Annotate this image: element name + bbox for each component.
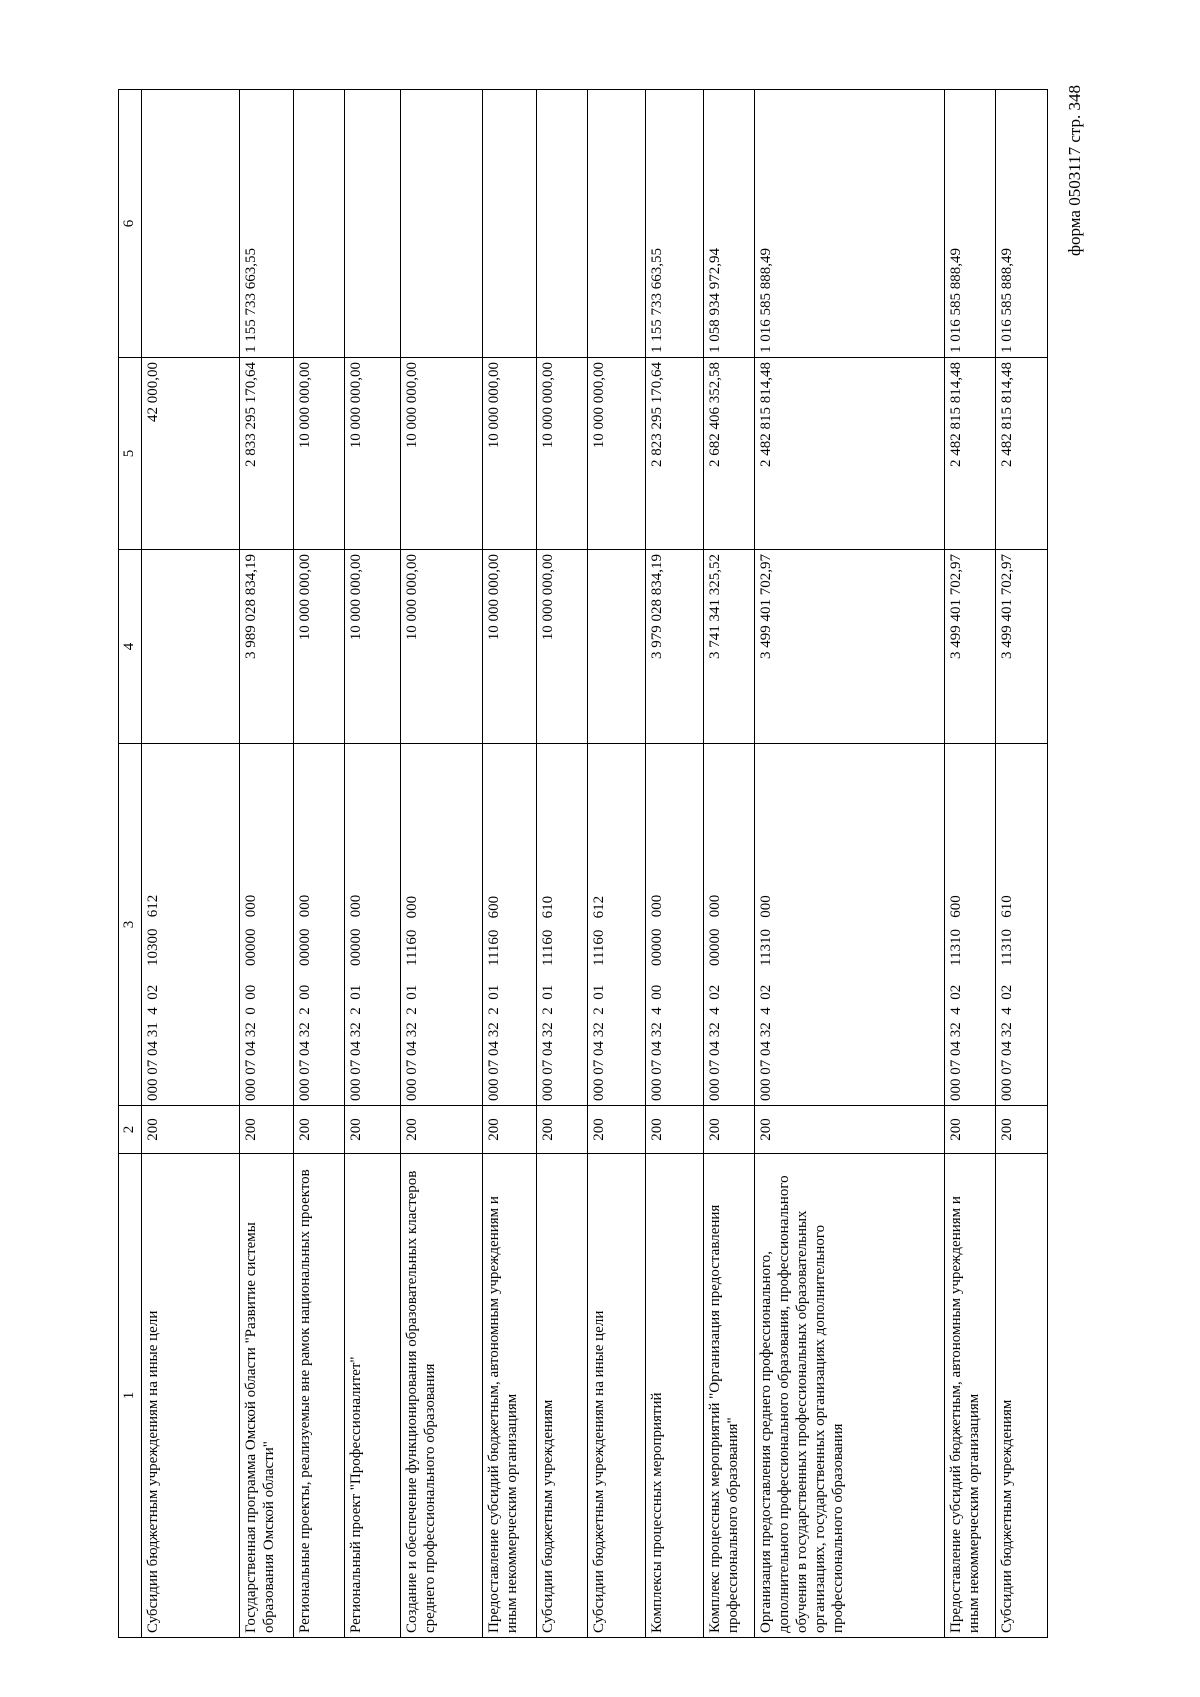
row-classification-code: 000 07 04 31 4 02 10300 612 <box>142 744 240 1106</box>
row-approved-amount: 3 989 028 834,19 <box>239 550 293 744</box>
row-classification-code: 000 07 04 32 4 00 00000 000 <box>645 744 703 1106</box>
row-approved-amount: 3 741 341 325,52 <box>703 550 755 744</box>
row-approved-amount: 10 000 000,00 <box>293 550 345 744</box>
row-classification-code: 000 07 04 32 0 00 00000 000 <box>239 744 293 1106</box>
table-row <box>536 90 588 1638</box>
row-unexecuted-amount: 1 016 585 888,49 <box>996 90 1048 358</box>
table-row <box>996 90 1048 1638</box>
row-classification-code: 000 07 04 32 2 01 11160 612 <box>588 744 646 1106</box>
row-name: Предоставление субсидий бюджетным, автономным учреждениям и иным некоммерческим организациям <box>483 1154 537 1638</box>
row-line-code: 200 <box>944 1106 996 1154</box>
row-classification-code: 000 07 04 32 4 02 11310 600 <box>944 744 996 1106</box>
row-approved-amount <box>588 550 646 744</box>
row-approved-amount: 10 000 000,00 <box>345 550 401 744</box>
row-classification-code: 000 07 04 32 4 02 11310 610 <box>996 744 1048 1106</box>
row-unexecuted-amount <box>536 90 588 358</box>
row-unexecuted-amount: 1 016 585 888,49 <box>755 90 945 358</box>
table-row <box>703 90 755 1638</box>
row-name: Государственная программа Омской области "Развитие системы образования Омской области" <box>239 1154 293 1638</box>
row-executed-amount: 42 000,00 <box>142 358 240 550</box>
table-row <box>239 90 293 1638</box>
row-line-code: 200 <box>345 1106 401 1154</box>
row-name: Региональные проекты, реализуемые вне рамок национальных проектов <box>293 1154 345 1638</box>
row-name: Создание и обеспечение функционирования образовательных кластеров среднего профессионального образования <box>400 1154 482 1638</box>
row-name: Субсидии бюджетным учреждениям <box>536 1154 588 1638</box>
row-executed-amount: 10 000 000,00 <box>400 358 482 550</box>
row-unexecuted-amount <box>345 90 401 358</box>
column-number: 3 <box>119 744 142 1106</box>
table-row <box>483 90 537 1638</box>
column-number-row <box>119 90 142 1638</box>
row-line-code: 200 <box>400 1106 482 1154</box>
row-executed-amount: 10 000 000,00 <box>345 358 401 550</box>
row-approved-amount: 3 499 401 702,97 <box>944 550 996 744</box>
row-classification-code: 000 07 04 32 4 02 11310 000 <box>755 744 945 1106</box>
table-row <box>588 90 646 1638</box>
row-approved-amount: 3 499 401 702,97 <box>755 550 945 744</box>
column-number: 4 <box>119 550 142 744</box>
table-row <box>755 90 945 1638</box>
row-classification-code: 000 07 04 32 2 01 11160 600 <box>483 744 537 1106</box>
row-executed-amount: 10 000 000,00 <box>588 358 646 550</box>
row-classification-code: 000 07 04 32 2 01 00000 000 <box>345 744 401 1106</box>
table-row <box>142 90 240 1638</box>
row-name: Предоставление субсидий бюджетным, автономным учреждениям и иным некоммерческим организациям <box>944 1154 996 1638</box>
table-row <box>293 90 345 1638</box>
row-line-code: 200 <box>588 1106 646 1154</box>
row-executed-amount: 2 823 295 170,64 <box>645 358 703 550</box>
row-unexecuted-amount <box>142 90 240 358</box>
row-executed-amount: 10 000 000,00 <box>483 358 537 550</box>
row-classification-code: 000 07 04 32 2 01 11160 000 <box>400 744 482 1106</box>
row-line-code: 200 <box>536 1106 588 1154</box>
column-number: 2 <box>119 1106 142 1154</box>
row-line-code: 200 <box>645 1106 703 1154</box>
row-unexecuted-amount <box>483 90 537 358</box>
column-number: 6 <box>119 90 142 358</box>
row-approved-amount: 3 979 028 834,19 <box>645 550 703 744</box>
row-line-code: 200 <box>293 1106 345 1154</box>
row-name: Организация предоставления среднего профессионального, дополнительного профессионального образования, профессионального обучения в государственных профессиональных образовательных организациях, государственных организациях дополнительного профессионального образования <box>755 1154 945 1638</box>
row-approved-amount: 3 499 401 702,97 <box>996 550 1048 744</box>
row-line-code: 200 <box>996 1106 1048 1154</box>
row-unexecuted-amount: 1 155 733 663,55 <box>239 90 293 358</box>
row-name: Субсидии бюджетным учреждениям на иные цели <box>142 1154 240 1638</box>
row-unexecuted-amount <box>400 90 482 358</box>
table-row <box>400 90 482 1638</box>
row-line-code: 200 <box>703 1106 755 1154</box>
row-name: Региональный проект "Профессионалитет" <box>345 1154 401 1638</box>
form-label: форма 0503117 стр. 348 <box>1065 85 1084 256</box>
row-unexecuted-amount <box>588 90 646 358</box>
row-executed-amount: 10 000 000,00 <box>293 358 345 550</box>
row-unexecuted-amount <box>293 90 345 358</box>
row-line-code: 200 <box>755 1106 945 1154</box>
row-unexecuted-amount: 1 016 585 888,49 <box>944 90 996 358</box>
table-row <box>645 90 703 1638</box>
row-unexecuted-amount: 1 155 733 663,55 <box>645 90 703 358</box>
row-line-code: 200 <box>483 1106 537 1154</box>
row-unexecuted-amount: 1 058 934 972,94 <box>703 90 755 358</box>
row-line-code: 200 <box>142 1106 240 1154</box>
row-line-code: 200 <box>239 1106 293 1154</box>
row-executed-amount: 2 682 406 352,58 <box>703 358 755 550</box>
table-row <box>345 90 401 1638</box>
report-table <box>118 89 1048 1638</box>
row-approved-amount: 10 000 000,00 <box>483 550 537 744</box>
row-approved-amount <box>142 550 240 744</box>
table-row <box>944 90 996 1638</box>
row-approved-amount: 10 000 000,00 <box>400 550 482 744</box>
row-name: Субсидии бюджетным учреждениям на иные цели <box>588 1154 646 1638</box>
row-executed-amount: 2 482 815 814,48 <box>996 358 1048 550</box>
row-classification-code: 000 07 04 32 2 00 00000 000 <box>293 744 345 1106</box>
row-executed-amount: 2 482 815 814,48 <box>944 358 996 550</box>
column-number: 5 <box>119 358 142 550</box>
row-classification-code: 000 07 04 32 4 02 00000 000 <box>703 744 755 1106</box>
row-name: Комплекс процессных мероприятий "Организация предоставления профессионального образования" <box>703 1154 755 1638</box>
row-approved-amount: 10 000 000,00 <box>536 550 588 744</box>
row-executed-amount: 10 000 000,00 <box>536 358 588 550</box>
report-sheet <box>118 90 1048 1638</box>
row-executed-amount: 2 833 295 170,64 <box>239 358 293 550</box>
row-executed-amount: 2 482 815 814,48 <box>755 358 945 550</box>
row-classification-code: 000 07 04 32 2 01 11160 610 <box>536 744 588 1106</box>
row-name: Субсидии бюджетным учреждениям <box>996 1154 1048 1638</box>
row-name: Комплексы процессных мероприятий <box>645 1154 703 1638</box>
column-number: 1 <box>119 1154 142 1638</box>
